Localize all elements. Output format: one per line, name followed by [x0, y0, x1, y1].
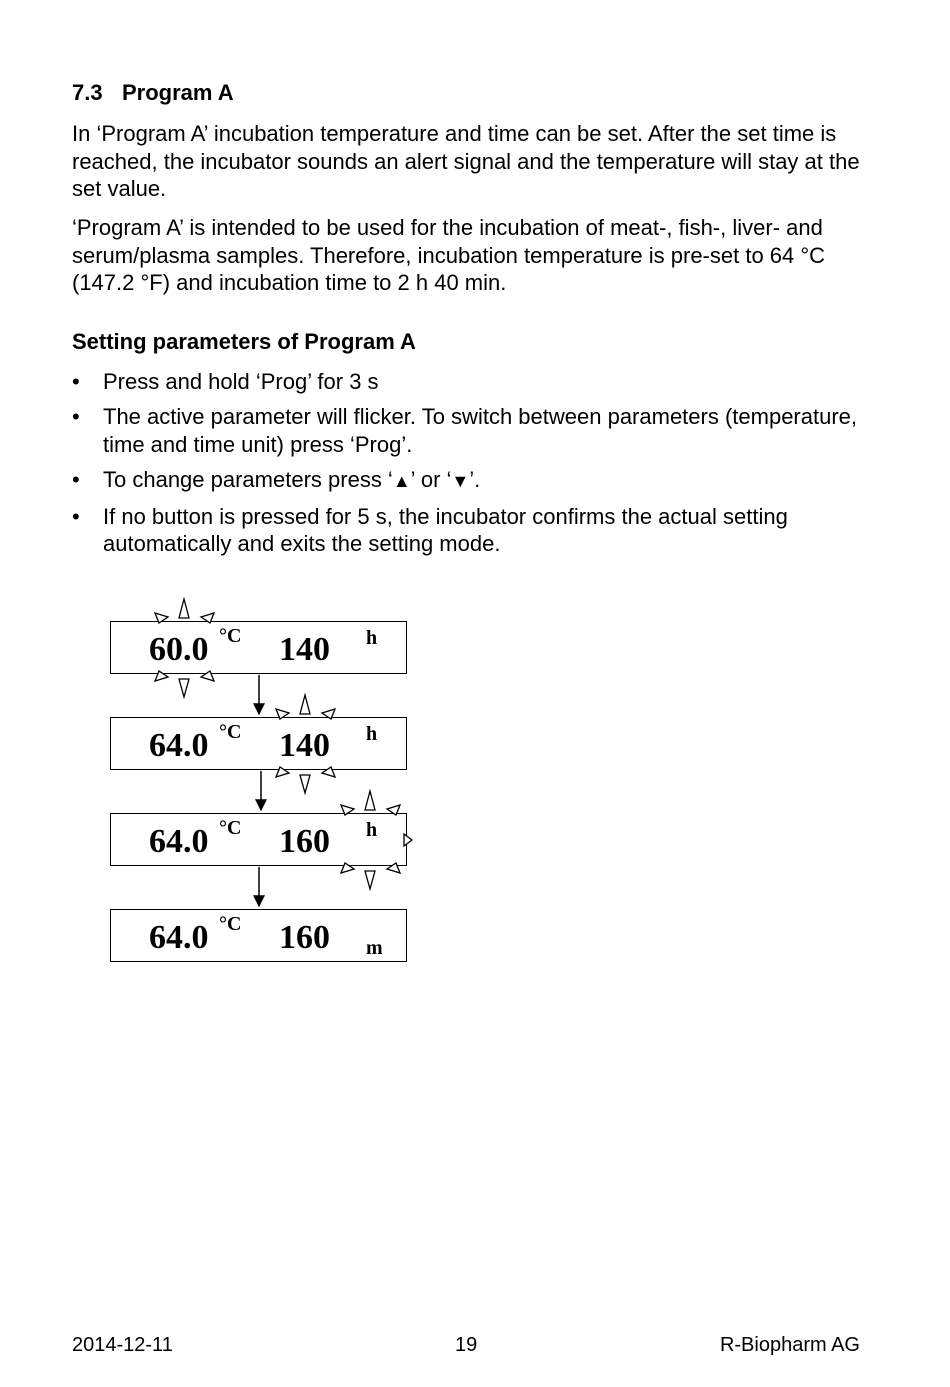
- intro-paragraph: In ‘Program A’ incubation temperature and time can be set. After the set time is reached, the incubator sounds an alert signal and the temperature will stay at the set value.: [72, 121, 860, 201]
- text-fragment: To change parameters press ‘: [103, 466, 393, 492]
- temperature-value: 64.0: [149, 727, 209, 764]
- subheading: Setting parameters of Program A: [72, 329, 416, 354]
- time-unit: h: [366, 627, 378, 649]
- flashing-indicator-time: [276, 695, 335, 793]
- temperature-value: 64.0: [149, 919, 209, 956]
- list-item-text: If no button is pressed for 5 s, the incubator confirms the actual setting automatically and exits the setting mode.: [103, 503, 788, 556]
- temperature-unit: °C: [219, 913, 242, 935]
- temperature-unit: °C: [219, 817, 242, 839]
- time-unit: h: [366, 723, 378, 745]
- time-unit: h: [366, 819, 378, 841]
- section-number: 7.3: [72, 80, 103, 105]
- bullet-icon: •: [72, 503, 80, 529]
- section-title: Program A: [122, 80, 234, 105]
- footer-company: R-Biopharm AG: [719, 1334, 860, 1356]
- list-item-text: Press and hold ‘Prog’ for 3 s: [103, 369, 379, 394]
- flashing-indicator-temperature: [155, 599, 214, 697]
- bullet-icon: •: [72, 466, 80, 492]
- temperature-value: 64.0: [149, 823, 209, 860]
- time-value: 140: [279, 727, 330, 764]
- down-arrow-icon: ▼: [451, 470, 470, 491]
- bullet-icon: •: [72, 404, 80, 429]
- up-arrow-icon: ▲: [392, 470, 411, 491]
- text-fragment: ’.: [469, 466, 481, 492]
- purpose-paragraph: ‘Program A’ is intended to be used for the incubation of meat-, fish-, liver- and serum/plasma samples. Therefore, incubation temperature is pre-set to 64 °C (147.2 °F) and incubation time to 2 h 40 min.: [72, 215, 826, 295]
- list-item-text: The active parameter will flicker. To switch between parameters (temperature, time and time unit) press ‘Prog’.: [103, 404, 858, 457]
- page-number: 19: [455, 1334, 478, 1356]
- time-value: 140: [279, 631, 330, 668]
- temperature-unit: °C: [219, 721, 242, 743]
- text-fragment: ’ or ‘: [410, 466, 452, 492]
- footer-date: 2014-12-11: [72, 1334, 173, 1356]
- temperature-unit: °C: [219, 625, 242, 647]
- time-value: 160: [279, 919, 330, 956]
- temperature-value: 60.0: [149, 631, 209, 668]
- flashing-indicator-time-unit: [341, 791, 412, 889]
- time-unit: m: [366, 937, 383, 959]
- bullet-icon: •: [72, 369, 80, 394]
- time-value: 160: [279, 823, 330, 860]
